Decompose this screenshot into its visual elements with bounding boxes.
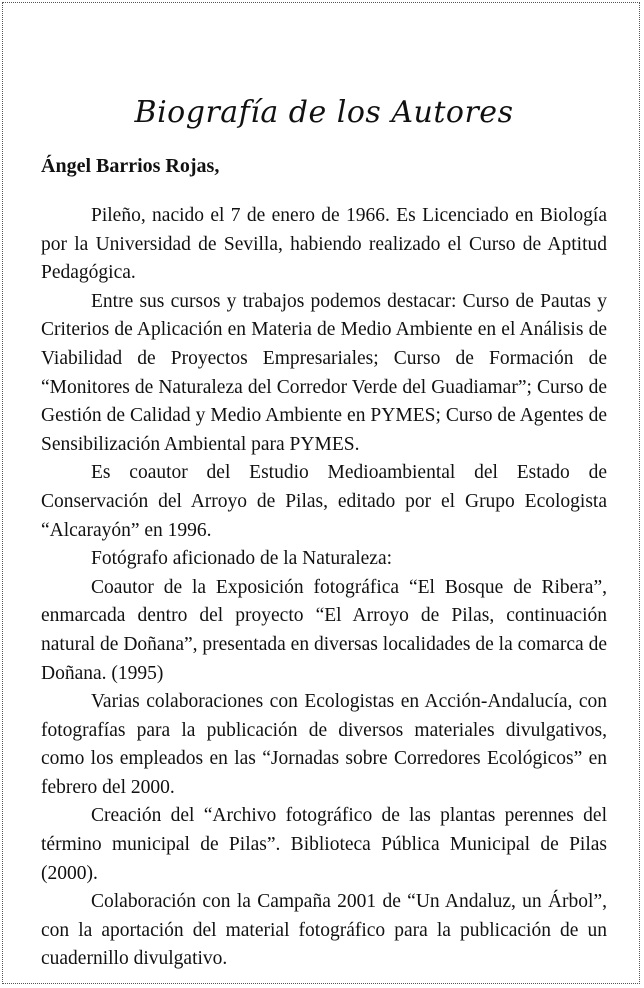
paragraph: Fotógrafo aficionado de la Naturaleza: <box>91 548 393 570</box>
author-name: Ángel Barrios Rojas, <box>41 155 220 177</box>
paragraph: Entre sus cursos y trabajos podemos destacar: Curso de Pautas y Criterios de Aplicación en Materia de Medio Ambiente en el Análisis de Viabilidad de Proyectos Empresariales; Curso de Formación de “Monitores de Naturaleza del Corredor Verde del Guadiamar”; Curso de Gestión de Calidad y Medio Ambiente en PYMES; Curso de Agentes de Sensibilización Ambiental para PYMES. <box>41 290 607 455</box>
paragraph: Colaboración con la Campaña 2001 de “Un Andaluz, un Árbol”, con la aportación del material fotográfico para la publicación de un cuadernillo divulgativo. <box>41 891 607 970</box>
biography-text <box>41 202 607 974</box>
page-frame <box>2 2 640 984</box>
paragraph: Es coautor del Estudio Medioambiental del Estado de Conservación del Arroyo de Pilas, editado por el Grupo Ecologista “Alcarayón” en 1996. <box>41 462 607 541</box>
page-title: Biografía de los Autores <box>134 95 514 130</box>
paragraph: Coautor de la Exposición fotográfica “El Bosque de Ribera”, enmarcada dentro del proyecto “El Arroyo de Pilas, continuación natural de Doñana”, presentada en diversas localidades de la comarca de Doñana. (1995) <box>41 576 607 684</box>
paragraph: Creación del “Archivo fotográfico de las plantas perennes del término municipal de Pilas”. Biblioteca Pública Municipal de Pilas (2000). <box>41 805 607 884</box>
paragraph: Pileño, nacido el 7 de enero de 1966. Es Licenciado en Biología por la Universidad de Sevilla, habiendo realizado el Curso de Aptitud Pedagógica. <box>41 205 607 284</box>
document-body <box>41 95 607 974</box>
paragraph: Varias colaboraciones con Ecologistas en Acción-Andalucía, con fotografías para la publicación de diversos materiales divulgativos, como los empleados en las “Jornadas sobre Corredores Ecológicos” en febrero del 2000. <box>41 691 607 798</box>
